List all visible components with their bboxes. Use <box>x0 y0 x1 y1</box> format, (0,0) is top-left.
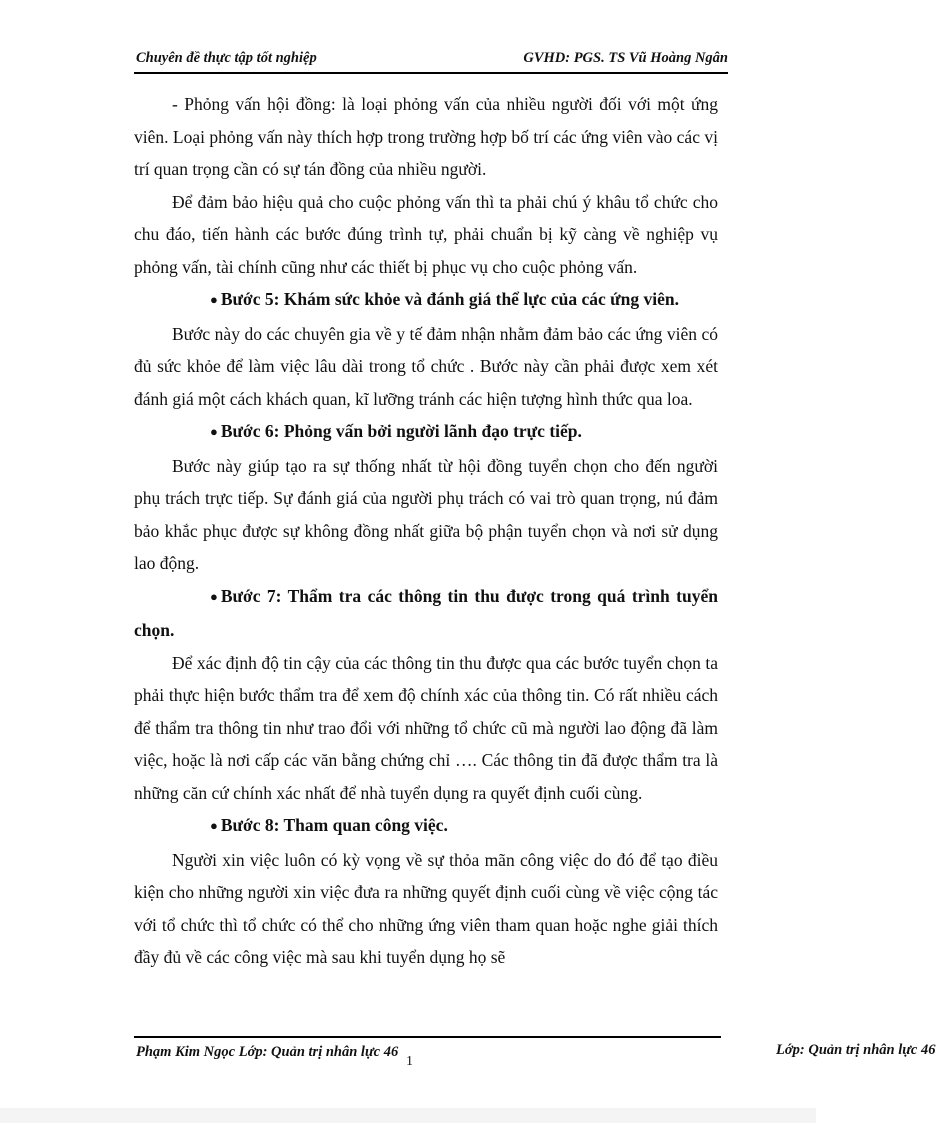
bullet-icon: ● <box>210 588 218 604</box>
paragraph: Người xin việc luôn có kỳ vọng về sự thỏa mãn công việc do đó để tạo điều kiện cho những người xin việc đưa ra những quyết định cuối cùng về việc cộng tác với tổ chức thì tổ chức có thể cho những ứng viên tham quan hoặc nghe giải thích đầy đủ về các công việc mà sau khi tuyển dụng họ sẽ <box>134 849 718 967</box>
header-title: Chuyên đề thực tập tốt nghiệp <box>136 50 317 66</box>
paragraph: Bước này giúp tạo ra sự thống nhất từ hội đồng tuyển chọn cho đến người phụ trách trực tiếp. Sự đánh giá của người phụ trách có vai trò quan trọng, nú đảm bảo khắc phục được sự không đồng nhất giữa bộ phận tuyển chọn và nơi sử dụng lao động. <box>134 455 718 573</box>
footer-class: Lớp: Quản trị nhân lực 46 <box>776 1042 936 1058</box>
step-heading-text: Bước 8: Tham quan công việc. <box>220 815 448 835</box>
step-heading-text: Bước 7: Thẩm tra các thông tin thu được trong quá trình tuyển chọn. <box>134 585 718 640</box>
step-heading <box>134 580 718 647</box>
page-header <box>134 50 728 74</box>
page-footer <box>134 1036 721 1060</box>
step-heading <box>134 415 718 450</box>
bullet-icon: ● <box>210 818 218 833</box>
step-heading <box>134 809 718 844</box>
paragraph: Bước này do các chuyên gia về y tế đảm nhận nhằm đảm bảo các ứng viên có đủ sức khỏe để làm việc lâu dài trong tổ chức . Bước này cần phải được xem xét đánh giá một cách khách quan, kĩ lưỡng tránh các hiện tượng hình thức qua loa. <box>134 323 718 409</box>
paragraph: - Phỏng vấn hội đồng: là loại phỏng vấn của nhiều người đối với một ứng viên. Loại phỏng vấn này thích hợp trong trường hợp bố trí các ứng viên vào các vị trí quan trọng cần có sự tán đồng của nhiều người. <box>134 94 718 179</box>
body-text <box>134 88 718 974</box>
bullet-icon: ● <box>210 424 218 439</box>
step-heading-text: Bước 5: Khám sức khỏe và đánh giá thể lực của các ứng viên. <box>220 289 679 309</box>
page-number: 1 <box>406 1054 413 1069</box>
bullet-icon: ● <box>210 292 218 307</box>
page-bottom-strip <box>0 1108 816 1123</box>
step-heading <box>134 283 718 318</box>
footer-author: Phạm Kim Ngọc Lớp: Quản trị nhân lực 46 <box>136 1044 399 1060</box>
header-supervisor: GVHD: PGS. TS Vũ Hoàng Ngân <box>523 50 728 66</box>
step-heading-text: Bước 6: Phỏng vấn bởi người lãnh đạo trực tiếp. <box>220 421 582 441</box>
paragraph: Để đảm bảo hiệu quả cho cuộc phỏng vấn thì ta phải chú ý khâu tổ chức cho chu đáo, tiến hành các bước đúng trình tự, phải chuẩn bị kỹ càng về nghiệp vụ phỏng vấn, tài chính cũng như các thiết bị phục vụ cho cuộc phỏng vấn. <box>134 191 718 277</box>
paragraph: Để xác định độ tin cậy của các thông tin thu được qua các bước tuyển chọn ta phải thực hiện bước thẩm tra để xem độ chính xác của thông tin. Có rất nhiều cách để thẩm tra thông tin như trao đổi với những tổ chức cũ mà người lao động đã làm việc, hoặc là nơi cấp các văn bằng chứng chỉ …. Các thông tin đã được thẩm tra là những căn cứ chính xác nhất để nhà tuyển dụng ra quyết định cuối cùng. <box>134 652 718 803</box>
